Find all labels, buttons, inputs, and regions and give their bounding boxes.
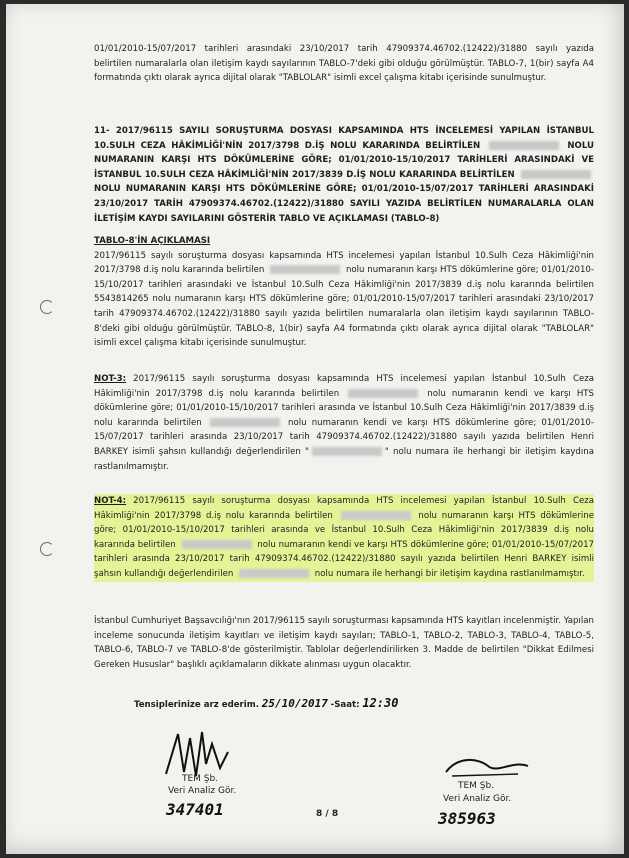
time-label: -Saat: <box>330 700 360 710</box>
right-signature-role: Veri Analiz Gör. <box>443 794 512 804</box>
punch-hole-icon <box>40 542 54 556</box>
redacted-number <box>348 389 418 398</box>
redacted-number <box>312 447 382 456</box>
note-3-text: 2017/96115 sayılı soruşturma dosyası kapsamında HTS incelemesi yapılan İstanbul 10.Sulh Ceza Hâkimliği'nin 2017/3798 d.iş nolu kararında belirtilen nolu numaranın kendi ve karşı HTS dökümlerine göre; 01/01/2010-15/10/2017 tarihleri arasında ve İstanbul 10.Sulh Ceza Hâkimliği'nin 2017/3839 d.iş nolu kararında belirtilen nolu numaranın kendi ve karşı HTS dökümlerine göre; 01/01/2010-15/07/2017 tarihleri arasında 23/10/2017 tarih 47909374.46702.(12422)/31880 sayılı yazıda belirtilen Henri BARKEY isimli şahsın kullandığı değerlendirilen " " nolu numara ile herhangi bir iletişim kaydına rastlanılmamıştır. <box>94 374 595 472</box>
handwritten-date: 25/10/2017 <box>261 697 328 710</box>
left-signature-role: Veri Analiz Gör. <box>168 786 237 796</box>
right-signature-unit: TEM Şb. <box>458 781 495 791</box>
submission-line <box>94 696 594 713</box>
closing-paragraph <box>94 614 594 672</box>
left-signature-unit: TEM Şb. <box>182 774 219 784</box>
note-4-label: NOT-4: <box>94 496 127 506</box>
redacted-number <box>489 141 559 150</box>
closing-text: İstanbul Cumhuriyet Başsavcılığı'nın 2017/96115 sayılı soruşturması kapsamında HTS kayıtları incelenmiştir. Yapılan inceleme sonucunda iletişim kayıtları ve iletişim kaydı sayıları; TABLO-1, TABLO-2, TABLO-3, TABLO-4, TABLO-5, TABLO-6, TABLO-7 ve TABLO-8'de gösterilmiştir. Tablolar değerlendirilirken 3. Madde de belirtilen "Dikkat Edilmesi Gereken Hususlar" başlıklı açıklamaların dikkate alınması uygun olacaktır. <box>94 616 594 670</box>
punch-hole-icon <box>40 300 54 314</box>
section-11-body-text: 2017/96115 sayılı soruşturma dosyası kapsamında HTS incelemesi yapılan İstanbul 10.Sulh Ceza Hâkimliği'nin 2017/3798 d.iş nolu kararında belirtilen nolu numaranın karşı HTS dökümlerine göre; 01/01/2010-15/10/2017 tarihleri arasındaki ve İstanbul 10.Sulh Ceza Hâkimliği'nin 2017/3839 d.iş nolu kararında belirtilen 5543814265 nolu numaranın karşı HTS dökümlerine göre; 01/01/2010-15/07/2017 tarihleri arasındaki 23/10/2017 tarih 47909374.46702.(12422)/31880 sayılı yazıda belirtilen numaralarla olan iletişim kaydı sayılarının TABLO-8'deki gibi olduğu görülmüştür. TABLO-8, 1(bir) sayfa A4 formatında çıktı olarak ayrıca dijital olarak "TABLOLAR" isimli excel çalışma kitabı içerisinde sunulmuştur. <box>94 250 594 349</box>
page-number: 8 / 8 <box>316 809 339 819</box>
section-11-heading-text: 11- 2017/96115 SAYILI SORUŞTURMA DOSYASI KAPSAMINDA HTS İNCELEMESİ YAPILAN İSTANBUL 10.SULH CEZA HÂKİMLİĞİ'NİN 2017/3798 D.İŞ NOLU KARARINDA BELİRTİLEN NOLU NUMARANIN KARŞI HTS DÖKÜMLERİNE GÖRE; 01/01/2010-15/10/2017 TARİHLERİ ARASINDAKİ VE İSTANBUL 10.SULH CEZA HÂKİMLİĞİ'NİN 2017/3839 D.İŞ NOLU KARARINDA BELİRTİLEN NOLU NUMARANIN KARŞI HTS DÖKÜMLERİNE GÖRE; 01/01/2010-15/07/2017 TARİHLERİ ARASINDAKİ 23/10/2017 TARİH 47909374.46702.(12422)/31880 SAYILI YAZIDA BELİRTİLEN NUMARALARLA OLAN İLETİŞİM KAYDI SAYILARINI GÖSTERİR TABLO VE AÇIKLAMASI (TABLO-8) <box>94 126 594 224</box>
intro-paragraph <box>94 42 594 106</box>
section-11-heading <box>94 124 594 226</box>
section-11-subheading: TABLO-8'İN AÇIKLAMASI <box>94 236 211 246</box>
note-4-highlighted <box>94 494 594 582</box>
redacted-number <box>210 418 280 427</box>
handwritten-time: 12:30 <box>362 696 399 710</box>
note-3-label: NOT-3: <box>94 374 127 384</box>
submission-text: Tensiplerinize arz ederim. <box>134 700 259 710</box>
redacted-number <box>239 569 309 578</box>
redacted-number <box>182 540 252 549</box>
intro-text: 01/01/2010-15/07/2017 tarihleri arasındaki 23/10/2017 tarih 47909374.46702.(12422)/31880 sayılı yazıda belirtilen numaralarla olan iletişim kaydı sayılarının TABLO-7'deki gibi olduğu görülmüştür. TABLO-7, 1(bir) sayfa A4 formatında çıktı olarak ayrıca dijital olarak "TABLOLAR" isimli excel çalışma kitabı içerisinde sunulmuştur. <box>94 44 594 84</box>
redacted-number <box>270 265 340 274</box>
redacted-number <box>521 170 591 179</box>
section-11-body <box>94 234 594 351</box>
right-signature <box>438 752 538 782</box>
left-signature-number: 347401 <box>166 800 224 819</box>
note-3 <box>94 372 594 474</box>
redacted-number <box>341 511 411 520</box>
right-signature-number: 385963 <box>438 809 496 828</box>
document-page <box>6 4 624 854</box>
note-4-text: 2017/96115 sayılı soruşturma dosyası kapsamında HTS incelemesi yapılan İstanbul 10.Sulh Ceza Hâkimliği'nin 2017/3798 d.iş nolu kararında belirtilen nolu numaranın karşı HTS dökümlerine göre; 01/01/2010-15/10/2017 tarihleri arasında ve İstanbul 10.Sulh Ceza Hâkimliği'nin 2017/3839 d.iş nolu kararında belirtilen nolu numaranın kendi ve karşı HTS dökümlerine göre; 01/01/2010-15/07/2017 tarihleri arasında 23/10/2017 tarih 47909374.46702.(12422)/31880 sayılı yazıda belirtilen Henri BARKEY isimli şahsın kullandığı değerlendirilen nolu numara ile herhangi bir iletişim kaydına rastlanılmamıştır. <box>94 496 595 579</box>
